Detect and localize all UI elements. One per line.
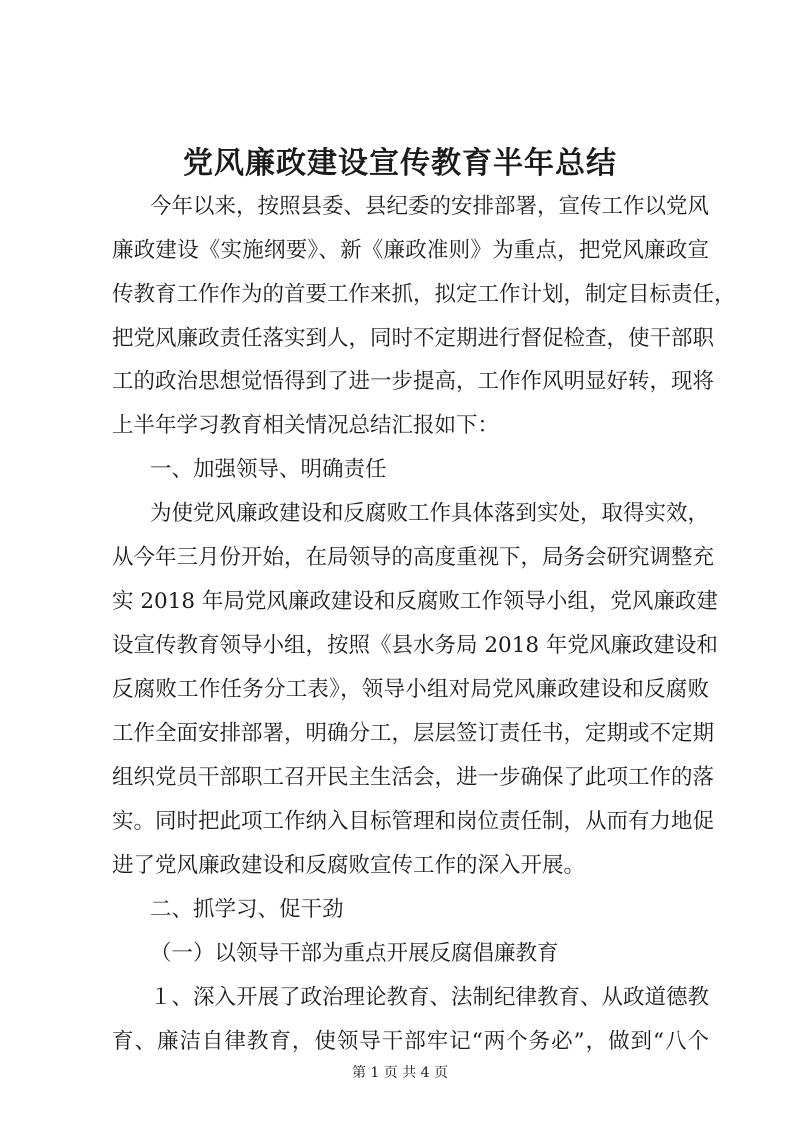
paragraph-line: 育、廉洁自律教育，使领导干部牢记“两个务必”，做到“八个 [112, 1029, 709, 1054]
paragraph-line: 实 2018 年局党风廉政建设和反腐败工作领导小组，党风廉政建 [112, 589, 718, 614]
paragraph-line: 为使党风廉政建设和反腐败工作具体落到实处，取得实效， [150, 501, 710, 526]
page-number-footer: 第 1 页 共 4 页 [351, 1065, 449, 1081]
document-title: 党风廉政建设宣传教育半年总结 [183, 146, 617, 181]
paragraph-line: 廉政建设《实施纲要》、新《廉政准则》为重点，把党风廉政宣 [112, 238, 709, 263]
paragraph-line: 工作全面安排部署，明确分工，层层签订责任书，定期或不定期 [112, 721, 715, 746]
paragraph-line: 组织党员干部职工召开民主生活会，进一步确保了此项工作的落 [112, 765, 715, 790]
subsection-heading: （一）以领导干部为重点开展反腐倡廉教育 [150, 941, 559, 966]
paragraph-line: 反腐败工作任务分工表》，领导小组对局党风廉政建设和反腐败 [112, 677, 709, 702]
paragraph-line: 把党风廉政责任落实到人，同时不定期进行督促检查，使干部职 [112, 326, 715, 351]
section-heading: 一、加强领导、明确责任 [150, 457, 387, 482]
paragraph-line: 进了党风廉政建设和反腐败宣传工作的深入开展。 [112, 853, 586, 878]
paragraph-line: 设宣传教育领导小组，按照《县水务局 2018 年党风廉政建设和 [112, 633, 718, 658]
paragraph-line: 上半年学习教育相关情况总结汇报如下： [112, 413, 500, 438]
paragraph-line: １、深入开展了政治理论教育、法制纪律教育、从政道德教 [150, 985, 710, 1010]
paragraph-line: 传教育工作作为的首要工作来抓，拟定工作计划，制定目标责任， [112, 282, 736, 307]
paragraph-line: 从今年三月份开始，在局领导的高度重视下，局务会研究调整充 [112, 545, 715, 570]
paragraph-line: 实。同时把此项工作纳入目标管理和岗位责任制，从而有力地促 [112, 809, 715, 834]
paragraph-line: 工的政治思想觉悟得到了进一步提高，工作作风明显好转，现将 [112, 369, 715, 394]
section-heading: 二、抓学习、促干劲 [150, 897, 344, 922]
paragraph-line: 今年以来，按照县委、县纪委的安排部署，宣传工作以党风 [150, 194, 710, 219]
